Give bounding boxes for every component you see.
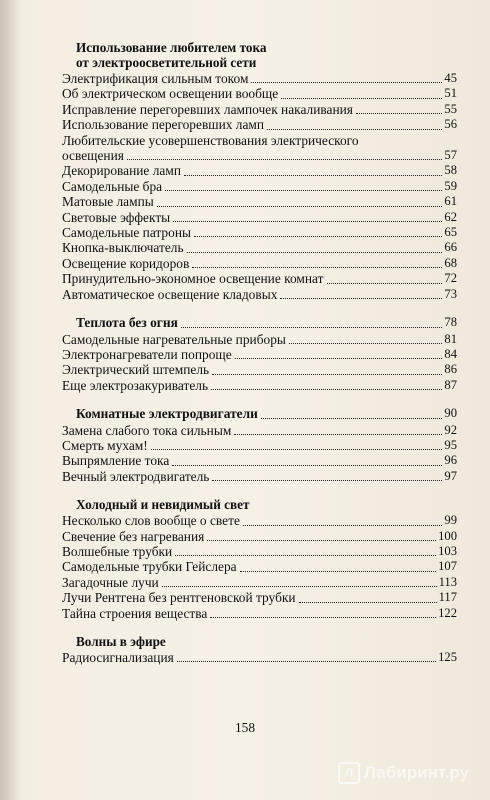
section-title	[62, 315, 457, 330]
entry-page: 107	[438, 559, 457, 574]
entry-page: 117	[438, 590, 457, 605]
toc-entry	[62, 332, 457, 347]
section-title-line: Комнатные электродвигатели	[76, 406, 258, 422]
toc-entry	[62, 194, 457, 209]
toc-entry	[62, 378, 457, 393]
section-title	[62, 497, 457, 512]
entry-page: 86	[444, 362, 457, 377]
entry-page: 81	[444, 331, 457, 346]
dot-leader	[175, 555, 436, 556]
toc-entry	[62, 133, 457, 164]
entry-page: 92	[444, 422, 457, 437]
toc-entry	[62, 606, 457, 621]
entry-page: 96	[444, 453, 457, 468]
toc-section	[62, 315, 457, 393]
toc-section	[62, 40, 457, 302]
toc-entry	[62, 287, 457, 302]
dot-leader	[267, 129, 442, 130]
entry-title: Еще электрозакуриватель	[62, 377, 209, 393]
entry-page: 61	[444, 194, 457, 209]
section-title	[62, 406, 457, 421]
entry-title: Тайна строения вещества	[62, 605, 208, 621]
dot-leader	[261, 418, 443, 419]
entry-title: Электрификация сильным током	[62, 71, 249, 86]
dot-leader	[251, 82, 442, 83]
entry-title-continued: освещения	[62, 148, 124, 164]
entry-page: 73	[444, 286, 457, 301]
table-of-contents	[62, 40, 457, 678]
gutter-shadow	[0, 0, 22, 800]
entry-page: 68	[444, 255, 457, 270]
dot-leader	[172, 465, 442, 466]
entry-title: Выпрямление тока	[62, 453, 170, 469]
section-title-line: Использование любителем тока	[76, 40, 267, 55]
entry-page: 66	[444, 240, 457, 255]
dot-leader	[210, 617, 436, 618]
toc-entry	[62, 102, 457, 117]
toc-entry	[62, 529, 457, 544]
dot-leader	[289, 343, 442, 344]
entry-title: Матовые лампы	[62, 194, 154, 210]
toc-entry	[62, 86, 457, 101]
entry-title: Самодельные патроны	[62, 225, 191, 241]
dot-leader	[243, 525, 443, 526]
entry-title: Вечный электродвигатель	[62, 468, 210, 484]
entry-title: Световые эффекты	[62, 209, 171, 225]
section-page: 78	[444, 315, 457, 330]
dot-leader	[151, 449, 443, 450]
toc-entry	[62, 513, 457, 528]
entry-title: Электронагреватели попроще	[62, 346, 232, 362]
toc-entry	[62, 559, 457, 574]
entry-page: 62	[444, 209, 457, 224]
section-title-line: от электроосветительной сети	[76, 55, 257, 70]
section-title-line: Холодный и невидимый свет	[76, 497, 250, 513]
toc-entry	[62, 225, 457, 240]
toc-entry	[62, 453, 457, 468]
entry-page: 95	[444, 437, 457, 452]
toc-entry	[62, 347, 457, 362]
page-number: 158	[234, 720, 256, 735]
dot-leader	[240, 571, 437, 572]
toc-entry	[62, 362, 457, 377]
toc-entry	[62, 423, 457, 438]
entry-page: 57	[444, 148, 457, 163]
dot-leader	[181, 327, 443, 328]
dot-leader	[281, 98, 442, 99]
dot-leader	[127, 159, 443, 160]
dot-leader	[356, 113, 442, 114]
entry-title: Освещение коридоров	[62, 255, 190, 271]
dot-leader	[187, 252, 443, 253]
section-title	[62, 40, 457, 70]
section-title-line: Теплота без огня	[76, 315, 178, 331]
entry-page: 103	[438, 543, 457, 558]
entry-page: 65	[444, 225, 457, 240]
entry-page: 97	[444, 468, 457, 483]
entry-title: Декорирование ламп	[62, 163, 181, 179]
toc-entry	[62, 544, 457, 559]
dot-leader	[212, 480, 442, 481]
entry-title: Автоматическое освещение кладовых	[62, 286, 278, 302]
toc-entry	[62, 575, 457, 590]
entry-title: Самодельные трубки Гейслера	[62, 559, 237, 575]
dot-leader	[157, 206, 443, 207]
toc-entry	[62, 71, 457, 86]
watermark-text: Лабиринт.ру	[364, 763, 470, 782]
entry-title: Смерть мухам!	[62, 437, 148, 453]
dot-leader	[184, 175, 442, 176]
toc-entry	[62, 438, 457, 453]
entry-page: 59	[444, 178, 457, 193]
toc-entry	[62, 163, 457, 178]
dot-leader	[327, 283, 443, 284]
dot-leader	[194, 236, 442, 237]
entry-title: Свечение без нагревания	[62, 528, 205, 544]
toc-entry	[62, 650, 457, 665]
entry-page: 45	[444, 71, 457, 85]
dot-leader	[212, 374, 442, 375]
toc-entry	[62, 210, 457, 225]
dot-leader	[192, 267, 442, 268]
dot-leader	[173, 221, 442, 222]
entry-title: Исправление перегоревших лампочек накаливания	[62, 101, 353, 117]
entry-title: Самодельные нагревательные приборы	[62, 331, 286, 347]
section-title-line: Волны в эфире	[76, 634, 166, 649]
entry-page: 122	[438, 605, 457, 620]
dot-leader	[162, 586, 437, 587]
dot-leader	[235, 358, 443, 359]
entry-page: 100	[438, 528, 457, 543]
entry-title: Электрический штемпель	[62, 362, 210, 378]
entry-page: 55	[444, 101, 457, 116]
entry-title: Загадочные лучи	[62, 574, 159, 590]
toc-entry	[62, 271, 457, 286]
section-title	[62, 634, 457, 649]
section-page: 90	[444, 406, 457, 421]
toc-entry	[62, 179, 457, 194]
watermark	[338, 762, 469, 784]
toc-entry	[62, 117, 457, 132]
entry-title: Об электрическом освещении вообще	[62, 86, 279, 102]
toc-section	[62, 634, 457, 665]
dot-leader	[211, 389, 442, 390]
entry-page: 87	[444, 377, 457, 392]
dot-leader	[280, 298, 442, 299]
dot-leader	[177, 661, 436, 662]
toc-section	[62, 406, 457, 484]
dot-leader	[165, 190, 442, 191]
dot-leader	[207, 540, 436, 541]
toc-entry	[62, 590, 457, 605]
entry-page: 58	[444, 163, 457, 178]
entry-title: Замена слабого тока сильным	[62, 422, 232, 438]
entry-title: Любительские усовершенствования электрического	[62, 132, 359, 148]
entry-page: 84	[444, 346, 457, 361]
dot-leader	[234, 434, 442, 435]
entry-page: 125	[438, 650, 457, 664]
entry-page: 99	[444, 513, 457, 528]
entry-title: Принудительно-экономное освещение комнат	[62, 271, 324, 287]
entry-title: Кнопка-выключатель	[62, 240, 184, 256]
entry-title: Лучи Рентгена без рентгеновской трубки	[62, 590, 296, 606]
entry-page: 113	[438, 574, 457, 589]
entry-page: 51	[444, 86, 457, 101]
entry-page: 72	[444, 271, 457, 286]
entry-title: Волшебные трубки	[62, 543, 173, 559]
toc-section	[62, 497, 457, 621]
entry-title: Радиосигнализация	[62, 650, 174, 665]
entry-title: Несколько слов вообще о свете	[62, 513, 240, 529]
toc-entry	[62, 469, 457, 484]
entry-title: Самодельные бра	[62, 178, 163, 194]
entry-page: 56	[444, 117, 457, 132]
entry-title: Использование перегоревших ламп	[62, 117, 265, 133]
toc-entry	[62, 256, 457, 271]
toc-entry	[62, 240, 457, 255]
labirint-logo-icon: Л	[338, 762, 360, 784]
dot-leader	[299, 602, 437, 603]
